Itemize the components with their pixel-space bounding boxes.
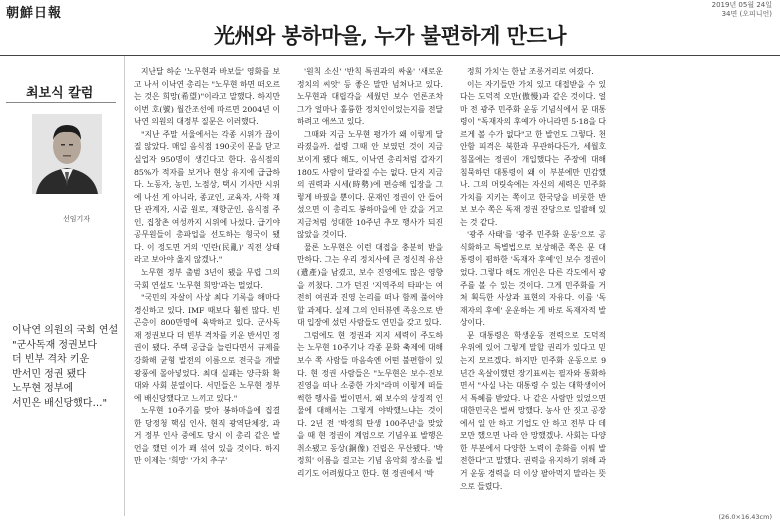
article-column-1 xyxy=(134,66,280,468)
article-headline: 光州와 봉하마을, 누가 불편하게 만드나 xyxy=(213,23,567,48)
column-sidebar xyxy=(0,56,125,516)
publication-date: 2019년 05월 24일 xyxy=(711,1,772,9)
article-column-2 xyxy=(297,66,443,481)
article-paragraph: 정희 가치'는 한낱 조롱거리로 여겼다. xyxy=(467,67,594,76)
page-section: 34면 (오피니언) xyxy=(721,10,772,18)
pull-quote-line: 서민은 배신당했다…" xyxy=(12,397,108,409)
pull-quote-line: 이낙연 의원의 국회 연설 xyxy=(12,325,119,336)
clipping-size: (26.0×16.43cm) xyxy=(718,513,772,521)
columnist-byline: 선임기자 xyxy=(63,215,91,223)
columnist-portrait-icon xyxy=(32,114,102,194)
column-title: 최보식 칼럼 xyxy=(26,86,94,101)
article-paragraph: 노무현 10주기를 맞아 봉하마을에 집결한 당정청 핵심 인사, 현직 광역단체장, 과거 정부 인사 중에도 당시 이 총리 같은 발언을 했던 이가 꽤 섞여 있을 것이다. 하지만 이제는 '희망' '가치 추구' xyxy=(134,406,280,466)
article-paragraph: 물론 노무현은 이런 대접을 충분히 받을 만하다. 그는 우리 정치사에 큰 정신적 유산(遺產)을 남겼고, 보수 진영에도 많은 영향을 끼쳤다. 그가 던진 '지역주의 타파'는 여전히 여권과 진영 논리를 떠나 함께 풀어야 할 과제다. 실제 그의 인터뷰엔 족응으로 반대 입장에 섰던 사람들도 연민을 갖고 있다. xyxy=(297,242,443,328)
pull-quote-line: 더 빈부 격차 키운 xyxy=(12,354,90,365)
article-paragraph: 그때와 지금 노무현 평가가 왜 이렇게 달라졌을까. 설령 그때 안 보였던 것이 지금 보이게 됐다 해도, 이낙연 총리처럼 갑자기 180도 사람이 달라질 수는 없다. 단지 지금의 권력과 시세(時勢)에 편승해 입장을 그렇게 바꿨을 뿐이다. 문재인 정권이 안 들어섰으면 이 총리도 봉하마을에 안 갔을 거고 지금처럼 성대한 10주년 추모 행사가 되진 않았을 것이다. xyxy=(297,129,443,240)
columnist-photo xyxy=(32,114,102,194)
article-paragraph: 노무현 정부 출범 3년이 됐을 무렵 그의 국회 연설도 '노무현 희망'과는 멀었다. xyxy=(134,268,280,290)
article-paragraph: 문 대통령은 학생운동 전력으로 도덕적 우위에 있어 그렇게 말할 권리가 있다고 믿는지 모르겠다. 하지만 민주화 운동으로 9년간 옥살이했던 장기표씨는 필자와 통화하면서 "사실 나는 대통령 수 있는 대학생이어서 특혜를 받았다. 나 같은 사람만 있었으면 대한민국은 벌써 망했다. 농사 안 짓고 공장에서 일 안 하고 기업도 안 하고 전부 다 데모만 했으면 나라 안 망했겠나. 사회는 다양한 부분에서 다양한 노력이 총화를 이뤄 발전한다"고 말했다. 권력을 유지하기 위해 과거 운동 경력을 더 이상 팔아먹지 말라는 뜻으로 들렸다. xyxy=(460,330,606,491)
article-column-3 xyxy=(460,66,606,493)
article-paragraph: 그럼에도 현 정권과 지지 세력이 주도하는 노무현 10주기나 각종 문화 축제에 대해 보수 쪽 사람들 마음속엔 어떤 불편함이 있다. 현 정권 사람들은 "노무현은 보수·진보 진영을 떠나 소중한 가치"라며 이렇게 떠들썩한 행사를 벌이면서, 왜 보수의 상징적 인물에 대해서는 그렇게 야박했느냐는 것이다. 2년 전 '박정희 탄생 100주년'을 맞았을 때 현 정권이 계엄으로 기념우표 발행은 취소됐고 동상(銅像) 건립은 무산됐다. '박정희' 이름을 걸고는 기념 음악회 장소를 빌리기도 어려웠다고 한다. 현 정권에서 '박 xyxy=(297,330,443,478)
dateline xyxy=(712,1,772,19)
article-paragraph: 이는 자기들만 가치 있고 대접받을 수 있다는 도덕적 오만(傲慢)과 같은 것이다. 얼마 전 광주 민주화 운동 기념식에서 문 대통령이 "독재자의 후예가 아니라면 5·18을 다르게 볼 수가 없다"고 한 발언도 그렇다. 천안함 피격은 북한과 무관하다든가, 세월호 침몰에는 정권이 개입했다는 주장에 대해 침묵하던 대통령이 왜 이 부분에만 민감했나. 그의 머릿속에는 자신의 세력은 민주화 가치를 지키는 쪽이고 한국당을 비롯한 반보 보수 쪽은 독재 정권 잔당으로 일괄해 있는 것 같다. xyxy=(460,79,606,227)
column-title-rule xyxy=(6,102,116,103)
article-paragraph: 지난달 하순 '노무현과 바보들' 영화를 보고 나서 이낙연 총리는 "노무현 하면 떠오르는 것은 희망(希望)"이라고 말했다. 하지만 이번 호(號) 월간조선에 따르면 2004년 이낙연 의원의 대정부 질문은 이러했다. xyxy=(134,67,280,127)
pull-quote-line: 노무현 정부에 xyxy=(12,383,74,394)
article-paragraph: '광주 사태'를 '광주 민주화 운동'으로 공식화하고 특별법으로 보상해준 쪽은 문 대통령이 폄하한 '독재자 후예'인 보수 정권이었다. 그렇다 해도 개인은 다른 각도에서 광주를 볼 수 있는 것이다. 그게 민주화를 거쳐 획득한 사상과 표현의 자유다. 이를 '독재자의 후예' 운운하는 게 바로 독재자적 발상이다. xyxy=(460,230,606,328)
article-paragraph: "지난 주말 서울에서는 각종 시위가 끊이질 않았다. 매일 음식점 190곳이 문을 닫고 실업자 950명이 생긴다고 한다. 음식점의 85%가 적자를 보거나 현상 유지에 급급하다. 노동자, 농민, 노점상, 택시 기사만 시위에 나선 게 아니라, 종교인, 교육자, 사학 재단 관계자, 시골 원로, 재향군인, 음식점 주인, 집창촌 여성까지 시위에 나섰다. 급기야 공무원들이 총파업을 선도하는 형국이 됐다. 이 정도면 거의 '민란(民亂)' 직전 상태라고 보아야 옳지 않겠나." xyxy=(134,129,280,265)
pull-quote-line: "군사독재 정권보다 xyxy=(12,339,98,351)
pull-quote xyxy=(12,324,122,411)
newspaper-masthead: 朝鮮日報 xyxy=(6,6,63,21)
pull-quote-line: 반서민 정권 됐다 xyxy=(12,368,86,380)
article-paragraph: "국민의 자살이 사상 최다 기록을 해마다 경신하고 있다. IMF 때보다 훨씬 많다. 빈곤층이 800만명에 육박하고 있다. 군사독재 정권보다 더 빈부 격차를 키운 반서민 정권이 됐다. 주택 공급을 늘린다면서 규제를 강화해 균형 발전의 이름으로 전국을 개발 광풍에 몰아넣었다. 최대 실패는 양극화 확대와 사회 분열이다. 서민들은 노무현 정부에 배신당했다고 느끼고 있다." xyxy=(134,293,280,403)
article-paragraph: '원칙 소신' '반칙 특권과의 싸움' '새로운 정치의 씨앗' 등 좋은 말만 넘쳐나고 있다. 노무현과 대립각을 세웠던 보수 언론조차 그가 얼마나 훌륭한 정치인이었는지를 전달하려고 애쓰고 있다. xyxy=(297,67,443,127)
